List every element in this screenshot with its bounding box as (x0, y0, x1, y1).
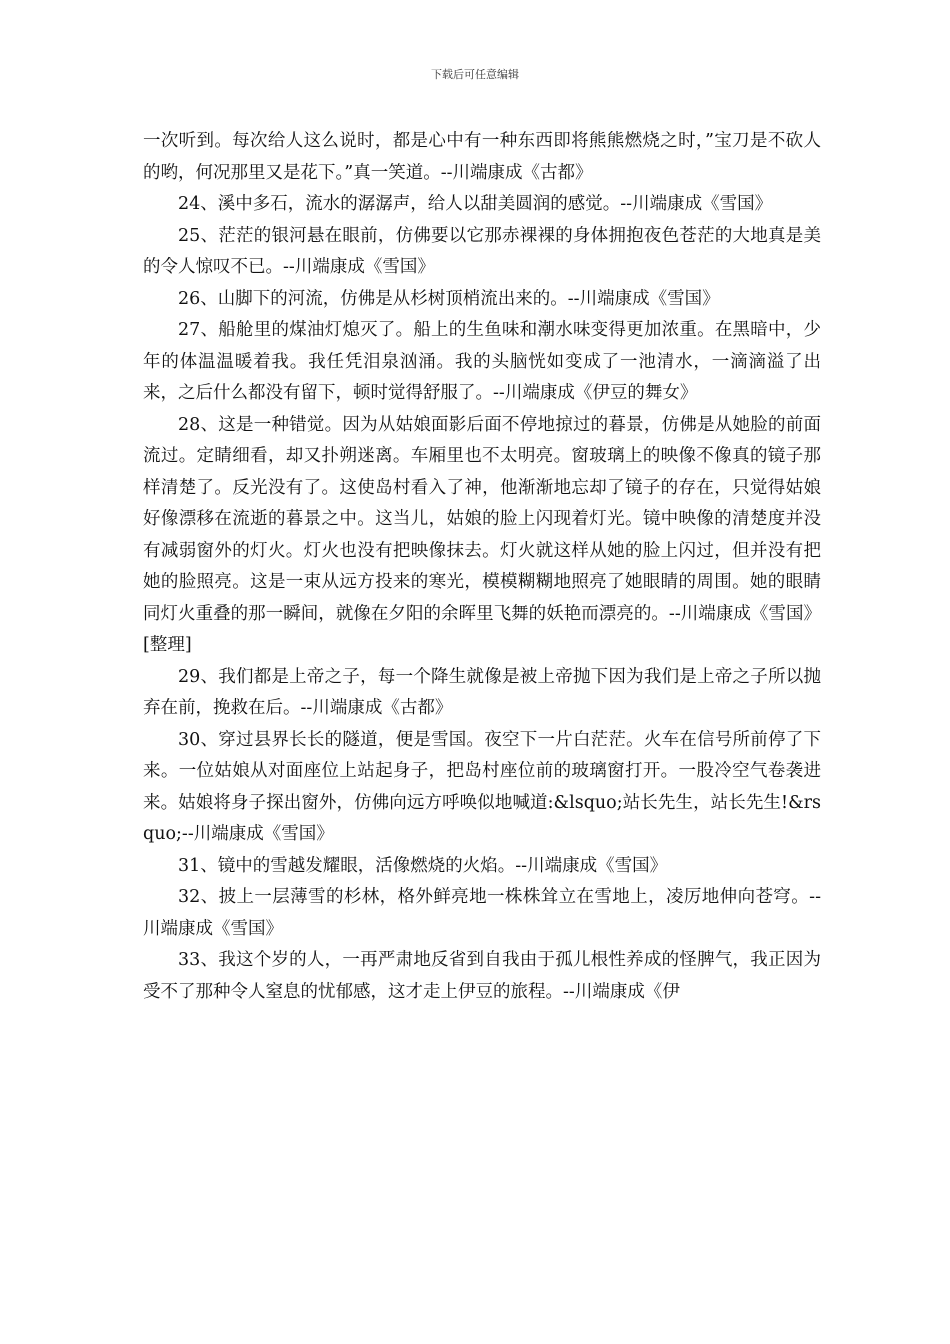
paragraph-32: 32、披上一层薄雪的杉林，格外鲜亮地一株株耸立在雪地上，凌厉地伸向苍穹。--川端康成《雪国》 (143, 887, 821, 939)
paragraph-25: 25、茫茫的银河悬在眼前，仿佛要以它那赤裸裸的身体拥抱夜色苍茫的大地真是美的令人惊叹不已。--川端康成《雪国》 (143, 225, 821, 277)
paragraph-24: 24、溪中多石，流水的潺潺声，给人以甜美圆润的感觉。--川端康成《雪国》 (178, 194, 773, 214)
paragraph-26: 26、山脚下的河流，仿佛是从杉树顶梢流出来的。--川端康成《雪国》 (178, 288, 720, 309)
paragraph-30: 30、穿过县界长长的隧道，便是雪国。夜空下一片白茫茫。火车在信号所前停了下来。一位姑娘从对面座位上站起身子，把岛村座位前的玻璃窗打开。一股冷空气卷袭进来。姑娘将身子探出窗外，仿佛向远方呼唤似地喊道:&lsquo;站长先生，站长先生!&rsquo;--川端康成《雪国》 (143, 729, 821, 844)
paragraph-31: 31、镜中的雪越发耀眼，活像燃烧的火焰。--川端康成《雪国》 (178, 855, 668, 876)
document-body (143, 126, 821, 1008)
page-header-note: 下载后可任意编辑 (431, 68, 519, 81)
paragraph-29: 29、我们都是上帝之子，每一个降生就像是被上帝抛下因为我们是上帝之子所以抛弃在前，挽救在后。--川端康成《古都》 (143, 666, 821, 718)
paragraph-33: 33、我这个岁的人，一再严肃地反省到自我由于孤儿根性养成的怪脾气，我正因为受不了那种令人窒息的忧郁感，这才走上伊豆的旅程。--川端康成《伊 (143, 950, 821, 1002)
paragraph-continued: 一次听到。每次给人这么说时，都是心中有一种东西即将熊熊燃烧之时，”宝刀是不砍人的哟，何况那里又是花下。”真一笑道。--川端康成《古都》 (143, 131, 821, 183)
paragraph-28: 28、这是一种错觉。因为从姑娘面影后面不停地掠过的暮景，仿佛是从她脸的前面流过。定睛细看，却又扑朔迷离。车厢里也不太明亮。窗玻璃上的映像不像真的镜子那样清楚了。反光没有了。这使岛村看入了神，他渐渐地忘却了镜子的存在，只觉得姑娘好像漂移在流逝的暮景之中。这当儿，姑娘的脸上闪现着灯光。镜中映像的清楚度并没有减弱窗外的灯火。灯火也没有把映像抹去。灯火就这样从她的脸上闪过，但并没有把她的脸照亮。这是一束从远方投来的寒光，模模糊糊地照亮了她眼睛的周围。她的眼睛同灯火重叠的那一瞬间，就像在夕阳的余晖里飞舞的妖艳而漂亮的。--川端康成《雪国》[整理] (143, 414, 821, 655)
paragraph-27: 27、船舱里的煤油灯熄灭了。船上的生鱼味和潮水味变得更加浓重。在黑暗中，少年的体温温暖着我。我任凭泪泉汹涌。我的头脑恍如变成了一池清水，一滴滴溢了出来，之后什么都没有留下，顿时觉得舒服了。--川端康成《伊豆的舞女》 (143, 320, 821, 403)
